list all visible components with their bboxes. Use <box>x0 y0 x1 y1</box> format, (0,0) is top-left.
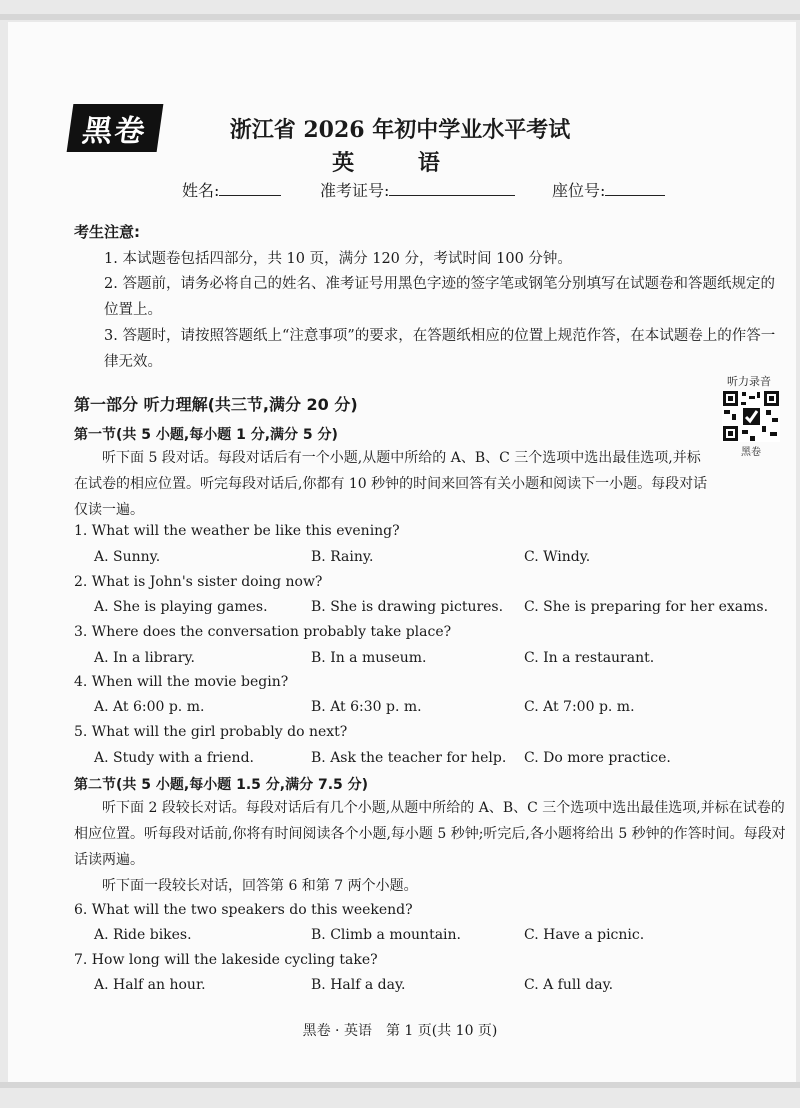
name-label: 姓名: <box>182 181 220 200</box>
exam-title: 浙江省 2026 年初中学业水平考试 <box>229 117 571 143</box>
notice-item-2: 2. 答题前，请务必将自己的姓名、准考证号用黑色字迹的签字笔或钢笔分别填写在试题卷和答题纸规定的位置上。 <box>104 276 775 318</box>
question-6: 6. What will the two speakers do this weekend? <box>74 902 413 918</box>
question-6-option-a[interactable]: A. Ride bikes. <box>94 927 192 943</box>
brand-logo: 黑卷 <box>67 104 164 152</box>
subject-title: 英 语 <box>332 150 468 176</box>
scan-edge-top <box>0 14 800 20</box>
seat-label: 座位号: <box>552 181 606 200</box>
question-4-option-c[interactable]: C. At 7:00 p. m. <box>524 699 635 715</box>
section1-instructions: 听下面 5 段对话。每段对话后有一个小题,从题中所给的 A、B、C 三个选项中选出最佳选项,并标在试卷的相应位置。听完每段对话后,你都有 10 秒钟的时间来回答有关小题和阅读下一小题。每段对话仅读一遍。 <box>74 450 708 518</box>
question-3-option-a[interactable]: A. In a library. <box>94 650 195 666</box>
question-4: 4. When will the movie begin? <box>74 674 289 690</box>
question-5-option-a[interactable]: A. Study with a friend. <box>94 750 254 766</box>
question-1: 1. What will the weather be like this evening? <box>74 523 400 539</box>
question-2: 2. What is John's sister doing now? <box>74 574 323 590</box>
qr-code-icon[interactable] <box>722 390 780 442</box>
seat-blank[interactable] <box>605 180 665 196</box>
section2-sub-instruction: 听下面一段较长对话，回答第 6 和第 7 两个小题。 <box>102 878 418 894</box>
question-2-option-c[interactable]: C. She is preparing for her exams. <box>524 599 769 615</box>
question-7-option-b[interactable]: B. Half a day. <box>311 977 406 993</box>
name-blank[interactable] <box>219 180 281 196</box>
notice-heading: 考生注意: <box>74 223 140 241</box>
question-4-option-a[interactable]: A. At 6:00 p. m. <box>94 699 205 715</box>
question-2-option-b[interactable]: B. She is drawing pictures. <box>311 599 504 615</box>
question-5-option-b[interactable]: B. Ask the teacher for help. <box>311 750 507 766</box>
notice-item-1: 1. 本试题卷包括四部分，共 10 页，满分 120 分，考试时间 100 分钟。 <box>104 251 572 267</box>
question-1-option-b[interactable]: B. Rainy. <box>311 549 374 565</box>
qr-sub-label: 黑卷 <box>741 447 761 458</box>
name-field <box>182 178 281 201</box>
question-3-option-b[interactable]: B. In a museum. <box>311 650 427 666</box>
scan-edge-bottom <box>0 1082 800 1088</box>
part1-title: 第一部分 听力理解(共三节,满分 20 分) <box>74 395 358 414</box>
page-footer: 黑卷 · 英语 第 1 页(共 10 页) <box>302 1023 498 1039</box>
question-2-option-a[interactable]: A. She is playing games. <box>94 599 268 615</box>
exam-no-label: 准考证号: <box>320 181 390 200</box>
question-5-option-c[interactable]: C. Do more practice. <box>524 750 671 766</box>
exam-no-field <box>320 178 515 201</box>
seat-field <box>552 178 665 201</box>
question-1-option-c[interactable]: C. Windy. <box>524 549 591 565</box>
question-1-option-a[interactable]: A. Sunny. <box>94 549 161 565</box>
question-4-option-b[interactable]: B. At 6:30 p. m. <box>311 699 422 715</box>
question-6-option-b[interactable]: B. Climb a mountain. <box>311 927 461 943</box>
question-5: 5. What will the girl probably do next? <box>74 724 348 740</box>
question-3-option-c[interactable]: C. In a restaurant. <box>524 650 655 666</box>
question-3: 3. Where does the conversation probably take place? <box>74 624 452 640</box>
exam-no-blank[interactable] <box>389 180 515 196</box>
qr-label: 听力录音 <box>727 375 771 388</box>
question-6-option-c[interactable]: C. Have a picnic. <box>524 927 645 943</box>
section2-title: 第二节(共 5 小题,每小题 1.5 分,满分 7.5 分) <box>74 777 369 793</box>
question-7-option-a[interactable]: A. Half an hour. <box>94 977 206 993</box>
question-7: 7. How long will the lakeside cycling take? <box>74 952 378 968</box>
question-7-option-c[interactable]: C. A full day. <box>524 977 614 993</box>
notice-item-3: 3. 答题时，请按照答题纸上“注意事项”的要求，在答题纸相应的位置上规范作答，在本试题卷上的作答一律无效。 <box>104 328 776 370</box>
section2-instructions: 听下面 2 段较长对话。每段对话后有几个小题,从题中所给的 A、B、C 三个选项中选出最佳选项,并标在试卷的相应位置。听每段对话前,你将有时间阅读各个小题,每小题 5 秒钟;听完后,各小题将给出 5 秒钟的作答时间。每段对话读两遍。 <box>74 800 786 868</box>
section1-title: 第一节(共 5 小题,每小题 1 分,满分 5 分) <box>74 427 338 443</box>
